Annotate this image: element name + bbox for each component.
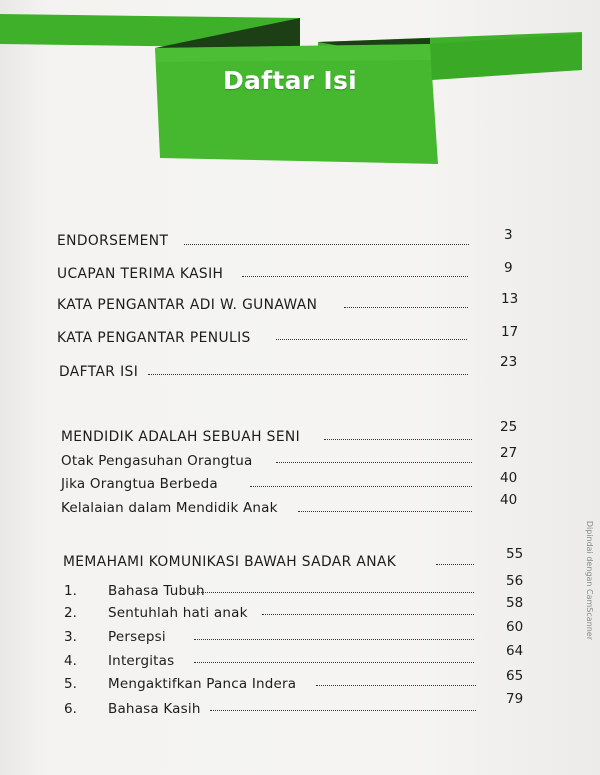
dot-leader <box>276 339 467 340</box>
toc-entry-label: UCAPAN TERIMA KASIH <box>57 266 224 282</box>
toc-page-number: 9 <box>504 260 513 276</box>
dot-leader <box>436 564 474 565</box>
toc-entry-label: MENDIDIK ADALAH SEBUAH SENI <box>61 429 301 445</box>
toc-page-number: 56 <box>506 573 524 589</box>
toc-entry-label: Bahasa Kasih <box>108 701 201 717</box>
dot-leader <box>148 374 468 375</box>
toc-page-number: 65 <box>506 668 524 684</box>
toc-entry-label: KATA PENGANTAR ADI W. GUNAWAN <box>57 297 318 313</box>
toc-page-number: 58 <box>506 595 524 611</box>
toc-item-number: 1. <box>64 583 77 599</box>
toc-entry-label: DAFTAR ISI <box>59 364 139 380</box>
toc-entry <box>0 291 600 321</box>
toc-entry-label: ENDORSEMENT <box>57 233 169 249</box>
toc-entry <box>0 354 600 388</box>
toc-entry-label: Kelalaian dalam Mendidik Anak <box>61 500 278 516</box>
toc-page-number: 25 <box>500 419 518 435</box>
dot-leader <box>194 662 474 663</box>
toc-page-number: 3 <box>504 227 513 243</box>
toc-entry <box>0 260 600 290</box>
dot-leader <box>276 462 472 463</box>
toc-entry-label: Jika Orangtua Berbeda <box>61 476 218 492</box>
toc-page-number: 64 <box>506 643 524 659</box>
toc-item-number: 6. <box>64 701 77 717</box>
toc-entry-label: Bahasa Tubuh <box>108 583 205 599</box>
scanner-watermark: Dipindai dengan CamScanner <box>585 520 594 640</box>
toc-entry <box>0 492 600 524</box>
toc-page-number: 27 <box>500 445 518 461</box>
dot-leader <box>184 244 469 245</box>
toc-item-number: 5. <box>64 676 77 692</box>
toc-item-number: 4. <box>64 653 77 669</box>
toc-page-number: 79 <box>506 691 524 707</box>
toc-page-number: 13 <box>501 291 519 307</box>
dot-leader <box>316 685 476 686</box>
dot-leader <box>250 486 472 487</box>
dot-leader <box>210 710 476 711</box>
dot-leader <box>324 439 472 440</box>
page-title: Daftar Isi <box>222 66 358 95</box>
toc-entry-label: MEMAHAMI KOMUNIKASI BAWAH SADAR ANAK <box>63 554 397 570</box>
toc-page-number: 40 <box>500 470 518 486</box>
toc-entry-label: Mengaktifkan Panca Indera <box>108 676 297 692</box>
toc-entry <box>0 324 600 354</box>
dot-leader <box>298 511 472 512</box>
toc-entry <box>0 227 600 257</box>
toc-entry-label: KATA PENGANTAR PENULIS <box>57 330 251 346</box>
toc-entry-label: Persepsi <box>108 629 166 645</box>
toc-entry-label: Otak Pengasuhan Orangtua <box>61 453 253 469</box>
toc-entry-label: Sentuhlah hati anak <box>108 605 248 621</box>
dot-leader <box>262 614 474 615</box>
toc-entry <box>0 691 600 725</box>
toc-page-number: 55 <box>506 546 524 562</box>
toc-entry-label: Intergitas <box>108 653 175 669</box>
toc-page-number: 17 <box>501 324 519 340</box>
dot-leader <box>242 276 468 277</box>
toc-item-number: 2. <box>64 605 77 621</box>
toc-page-number: 23 <box>500 354 518 370</box>
toc-page-number: 40 <box>500 492 518 508</box>
toc-item-number: 3. <box>64 629 77 645</box>
dot-leader <box>192 592 474 593</box>
toc-page-number: 60 <box>506 619 524 635</box>
dot-leader <box>344 307 468 308</box>
dot-leader <box>194 639 474 640</box>
